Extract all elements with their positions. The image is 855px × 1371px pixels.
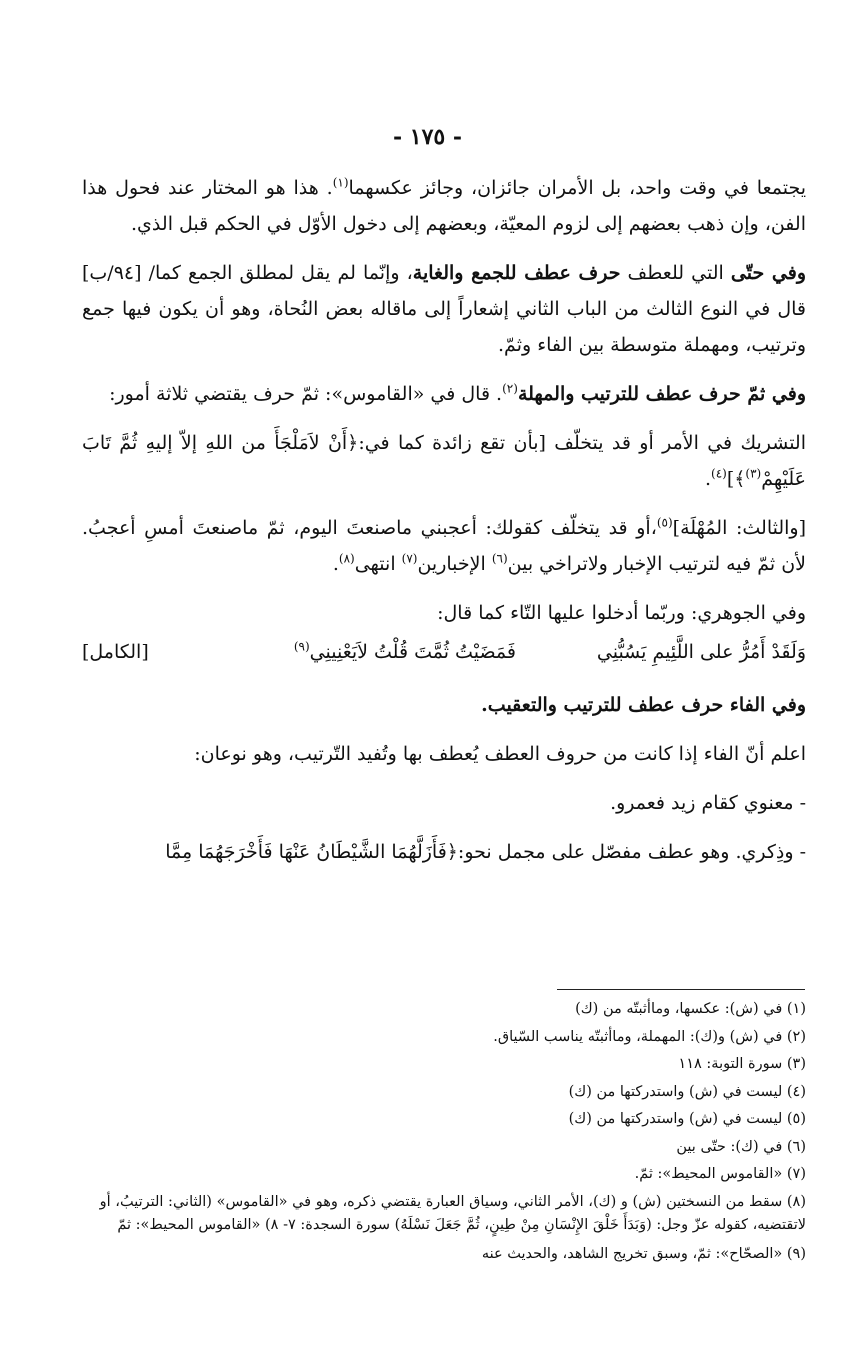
paragraph-text: التي للعطف: [620, 262, 731, 284]
footnote-7: (٧) «القاموس المحيط»: ثمّ.: [634, 1166, 806, 1182]
paragraph-text: يجتمعا في وقت واحد، بل الأمران جائزان، وجائز عكسهما: [348, 177, 807, 199]
paragraph-text: .: [704, 468, 712, 490]
paragraph-jawhari: وفي الجوهري: وربّما أدخلوا عليها التّاء كما قال:: [437, 602, 806, 624]
footnote-8: (٨) سقط من النسختين (ش) و (ك)، الأمر الثاني، وسياق العبارة يقتضي ذكره، وهو في «القاموس» (الثاني: الترتيبُ، أو لاتقتضيه، كقوله عزّ وجل: (وَبَدَأَ خَلْقَ الإِنْسَانِ مِنْ طِينٍ، ثُمَّ جَعَلَ نَسْلَهُ) سورة السجدة: ٧- ٨) «القاموس المحيط»: ثمّ: [99, 1193, 806, 1233]
paragraph-fa: وفي الفاء حرف عطف للترتيب والتعقيب.: [481, 694, 806, 716]
footnote-ref-1[interactable]: (١): [332, 175, 349, 190]
footnote-2: (٢) في (ش) و(ك): المهملة، وماأثبتّه يناسب السّياق.: [493, 1028, 806, 1045]
paragraph-thumma: [82, 376, 806, 412]
footnote-ref-4[interactable]: (٤): [711, 466, 727, 481]
footnote-5: (٥) ليست في (ش) واستدركتها من (ك): [568, 1111, 806, 1127]
paragraph-text: انتهى: [354, 553, 402, 575]
page-number: - ١٧٥ -: [392, 124, 463, 150]
footnote-ref-7[interactable]: (٧): [401, 551, 418, 566]
footnote-ref-8[interactable]: (٨): [338, 551, 355, 566]
paragraph-text: . قال في «القاموس»: ثمّ حرف يقتضي ثلاثة أمور:: [109, 383, 503, 405]
footnotes: [82, 996, 806, 1268]
quran-quote: التشريك في الأمر أو قد يتخلّف [بأن تقع زائدة كما في:﴿أَنْ لاَمَلْجَأَ من اللهِ إلاّ إليهِ ثُمَّ تَابَ عَلَيْهِمْ: [82, 432, 806, 490]
footnote-ref-6[interactable]: (٦): [491, 551, 508, 566]
paragraph-text: . هذا هو المختار عند فحول هذا الفن، وإن ذهب بعضهم إلى لزوم المعيّة، وبعضهم إلى دخول الأوّل في الحكم قبل الذي.: [82, 177, 806, 235]
footnote-4: (٤) ليست في (ش) واستدركتها من (ك): [568, 1083, 806, 1100]
bold-term: وفي ثمّ حرف عطف للترتيب والمهلة: [517, 383, 806, 405]
footnote-ref-3[interactable]: (٣): [745, 466, 762, 481]
footnote-3: (٣) سورة التوبة: ١١٨: [678, 1056, 806, 1072]
paragraph-text: .: [332, 553, 339, 575]
footnote-9: (٩) «الصحّاح»: ثمّ، وسبق تخريج الشاهد، والحديث عنه: [481, 1245, 806, 1262]
bold-term: وفي حتّى: [730, 262, 806, 284]
paragraph-1: [82, 170, 806, 242]
paragraph-tashrik: [82, 425, 806, 497]
list-item-dhikri: - وذِكري. وهو عطف مفصّل على مجمل نحو:﴿فَأَزَلَّهُمَا الشَّيْطَانُ عَنْهَا فَأَخْرَجَهُمَا مِمَّا: [165, 841, 806, 863]
paragraph-text: ﴾]: [726, 468, 746, 490]
paragraph-text: ، وإنّما لم يقل لمطلق الجمع كما/ [٩٤/ب] قال في النوع الثالث من الباب الثاني إشعاراً إلى ماقاله بعض النُحاة، وهو أن يكون فيها جمع وترتيب، ومهملة متوسطة بين الفاء وثمّ.: [82, 262, 806, 356]
verse-text: فَمَضَيْتُ ثُمَّتَ قُلْتُ لاَيَعْنِينِي: [309, 641, 516, 663]
paragraph-muhla: [82, 510, 806, 582]
paragraph-text: [والثالث: المُهْلَة]: [672, 517, 807, 539]
paragraph-ilam: اعلم أنّ الفاء إذا كانت من حروف العطف يُعطف بها وتُفيد التّرتيب، وهو نوعان:: [194, 743, 806, 765]
footnote-divider: [557, 989, 805, 990]
footnote-ref-5[interactable]: (٥): [656, 515, 673, 530]
paragraph-text: الإخبارين: [417, 553, 492, 575]
paragraph-text: ،أو قد يتخلّف كقولك: أعجبني ماصنعتَ اليوم، ثمّ ماصنعتَ أمسِ أعجبُ. لأن ثمّ فيه لترتيب الإخبار ولاتراخي بين: [82, 517, 806, 575]
paragraph-hatta: [82, 255, 806, 363]
bold-term: حرف عطف للجمع والغاية: [412, 262, 621, 284]
list-item-manawi: - معنوي كقام زيد فعمرو.: [610, 792, 806, 814]
poetry-verse: [82, 633, 806, 683]
footnote-6: (٦) في (ك): حتّى بين: [676, 1138, 806, 1155]
footnote-ref-2[interactable]: (٢): [502, 381, 518, 396]
verse-first-hemistich: وَلَقَدْ أَمُرُّ على اللَّئِيمِ يَسُبُّنِي: [596, 641, 806, 663]
footnote-ref-9[interactable]: (٩): [293, 639, 310, 654]
footnote-1: (١) في (ش): عكسها، وماأثبتّه من (ك): [575, 1001, 806, 1017]
verse-meter: [الكامل]: [82, 641, 149, 663]
main-text: [82, 170, 806, 870]
verse-second-hemistich: [294, 641, 516, 663]
